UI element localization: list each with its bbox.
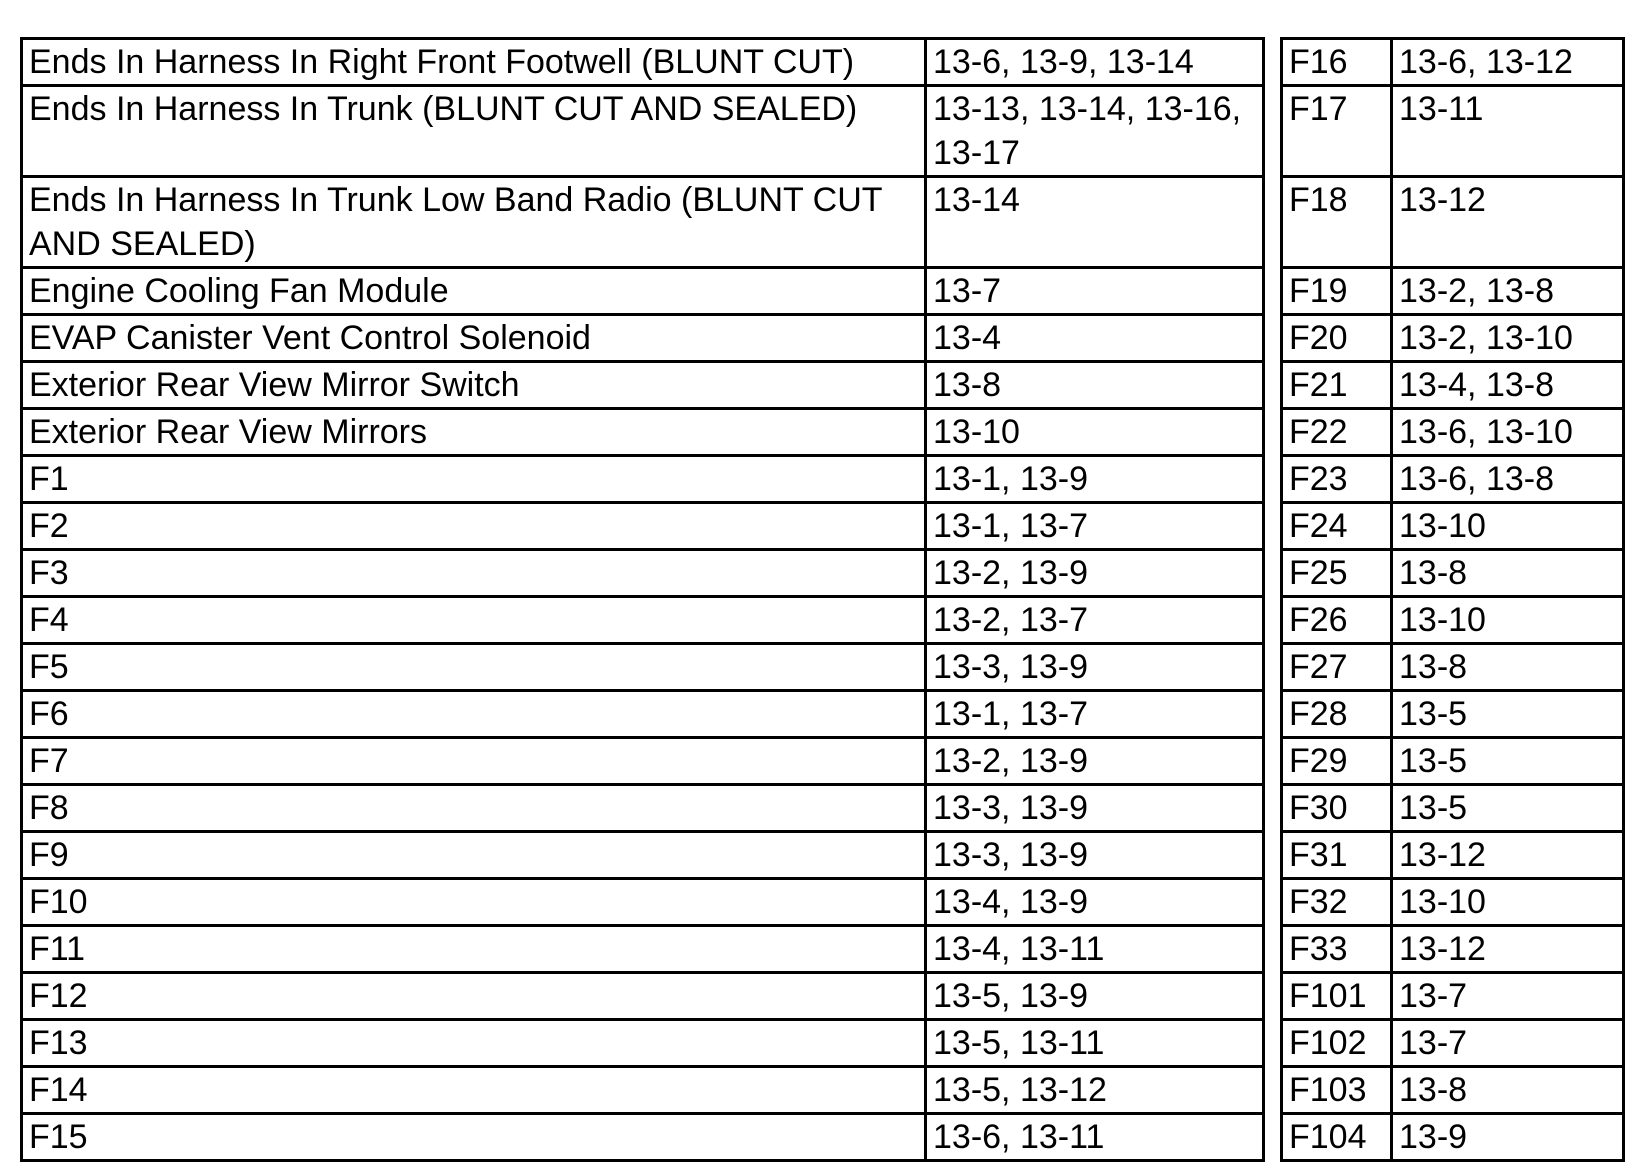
component-name-cell: F32 xyxy=(1282,879,1392,926)
component-name-cell: F18 xyxy=(1282,177,1392,268)
component-index-table-right xyxy=(1280,37,1625,1162)
component-name-cell: F33 xyxy=(1282,926,1392,973)
page-reference-cell: 13-5, 13-12 xyxy=(926,1067,1264,1114)
page-reference-cell: 13-6, 13-11 xyxy=(926,1114,1264,1161)
table-row xyxy=(1282,597,1624,644)
page-reference-cell: 13-14 xyxy=(926,177,1264,268)
page-reference-cell: 13-8 xyxy=(1392,1067,1624,1114)
table-row xyxy=(22,973,1264,1020)
table-row xyxy=(22,177,1264,268)
page-reference-cell: 13-2, 13-9 xyxy=(926,738,1264,785)
table-row xyxy=(1282,644,1624,691)
table-row xyxy=(1282,879,1624,926)
component-name-cell: F29 xyxy=(1282,738,1392,785)
page-reference-cell: 13-9 xyxy=(1392,1114,1624,1161)
component-name-cell: EVAP Canister Vent Control Solenoid xyxy=(22,315,926,362)
table-row xyxy=(1282,409,1624,456)
table-row xyxy=(1282,315,1624,362)
page-reference-cell: 13-7 xyxy=(1392,1020,1624,1067)
page-reference-cell: 13-6, 13-8 xyxy=(1392,456,1624,503)
table-row xyxy=(22,268,1264,315)
component-name-cell: F21 xyxy=(1282,362,1392,409)
table-row xyxy=(1282,738,1624,785)
page-reference-cell: 13-3, 13-9 xyxy=(926,785,1264,832)
table-row xyxy=(22,644,1264,691)
table-row xyxy=(22,832,1264,879)
table-row xyxy=(1282,39,1624,86)
table-row xyxy=(22,785,1264,832)
component-name-cell: F4 xyxy=(22,597,926,644)
page-reference-cell: 13-6, 13-10 xyxy=(1392,409,1624,456)
page-reference-cell: 13-5, 13-11 xyxy=(926,1020,1264,1067)
component-name-cell: F101 xyxy=(1282,973,1392,1020)
table-row xyxy=(1282,456,1624,503)
component-name-cell: F20 xyxy=(1282,315,1392,362)
component-name-cell: F15 xyxy=(22,1114,926,1161)
table-row xyxy=(22,691,1264,738)
component-name-cell: F19 xyxy=(1282,268,1392,315)
table-row xyxy=(1282,1114,1624,1161)
table-row xyxy=(1282,86,1624,177)
page-reference-cell: 13-12 xyxy=(1392,926,1624,973)
component-name-cell: F17 xyxy=(1282,86,1392,177)
page-reference-cell: 13-10 xyxy=(926,409,1264,456)
table-row xyxy=(22,39,1264,86)
page-reference-cell: 13-13, 13-14, 13-16, 13-17 xyxy=(926,86,1264,177)
page-reference-cell: 13-12 xyxy=(1392,177,1624,268)
page-reference-cell: 13-2, 13-8 xyxy=(1392,268,1624,315)
component-name-cell: F12 xyxy=(22,973,926,1020)
table-row xyxy=(22,409,1264,456)
page-reference-cell: 13-5 xyxy=(1392,738,1624,785)
page-reference-cell: 13-12 xyxy=(1392,832,1624,879)
component-name-cell: Ends In Harness In Trunk (BLUNT CUT AND SEALED) xyxy=(22,86,926,177)
table-row xyxy=(1282,177,1624,268)
page-reference-cell: 13-4 xyxy=(926,315,1264,362)
component-name-cell: F13 xyxy=(22,1020,926,1067)
component-name-cell: Ends In Harness In Trunk Low Band Radio (BLUNT CUT AND SEALED) xyxy=(22,177,926,268)
component-name-cell: F5 xyxy=(22,644,926,691)
component-name-cell: F7 xyxy=(22,738,926,785)
page-reference-cell: 13-8 xyxy=(926,362,1264,409)
table-row xyxy=(22,362,1264,409)
table-row xyxy=(1282,1067,1624,1114)
table-row xyxy=(22,1067,1264,1114)
component-name-cell: Ends In Harness In Right Front Footwell (BLUNT CUT) xyxy=(22,39,926,86)
page-reference-cell: 13-2, 13-9 xyxy=(926,550,1264,597)
component-name-cell: F22 xyxy=(1282,409,1392,456)
table-row xyxy=(22,315,1264,362)
table-row xyxy=(1282,550,1624,597)
table-row xyxy=(22,86,1264,177)
page-reference-cell: 13-6, 13-12 xyxy=(1392,39,1624,86)
page-reference-cell: 13-2, 13-10 xyxy=(1392,315,1624,362)
page-reference-cell: 13-5 xyxy=(1392,785,1624,832)
page-reference-cell: 13-1, 13-7 xyxy=(926,503,1264,550)
page-reference-cell: 13-6, 13-9, 13-14 xyxy=(926,39,1264,86)
page-reference-cell: 13-8 xyxy=(1392,550,1624,597)
component-name-cell: F104 xyxy=(1282,1114,1392,1161)
page-reference-cell: 13-5, 13-9 xyxy=(926,973,1264,1020)
table-row xyxy=(22,597,1264,644)
page-reference-cell: 13-4, 13-9 xyxy=(926,879,1264,926)
table-row xyxy=(22,926,1264,973)
table-row xyxy=(1282,691,1624,738)
component-name-cell: F102 xyxy=(1282,1020,1392,1067)
component-name-cell: F2 xyxy=(22,503,926,550)
table-row xyxy=(22,879,1264,926)
component-name-cell: F31 xyxy=(1282,832,1392,879)
page-reference-cell: 13-3, 13-9 xyxy=(926,832,1264,879)
component-name-cell: Exterior Rear View Mirror Switch xyxy=(22,362,926,409)
table-row xyxy=(22,503,1264,550)
component-name-cell: F103 xyxy=(1282,1067,1392,1114)
table-row xyxy=(1282,362,1624,409)
table-row xyxy=(1282,785,1624,832)
component-name-cell: F9 xyxy=(22,832,926,879)
table-row xyxy=(22,550,1264,597)
page-reference-cell: 13-5 xyxy=(1392,691,1624,738)
table-row xyxy=(22,738,1264,785)
page-reference-cell: 13-10 xyxy=(1392,879,1624,926)
table-row xyxy=(1282,1020,1624,1067)
page-reference-cell: 13-7 xyxy=(1392,973,1624,1020)
component-name-cell: F6 xyxy=(22,691,926,738)
table-row xyxy=(22,1114,1264,1161)
component-name-cell: F25 xyxy=(1282,550,1392,597)
table-row xyxy=(22,1020,1264,1067)
page-reference-cell: 13-1, 13-9 xyxy=(926,456,1264,503)
component-name-cell: F11 xyxy=(22,926,926,973)
page-reference-cell: 13-11 xyxy=(1392,86,1624,177)
component-name-cell: F27 xyxy=(1282,644,1392,691)
component-index-table-left xyxy=(20,37,1265,1162)
component-name-cell: F16 xyxy=(1282,39,1392,86)
page-reference-cell: 13-3, 13-9 xyxy=(926,644,1264,691)
page-reference-cell: 13-10 xyxy=(1392,597,1624,644)
page-reference-cell: 13-8 xyxy=(1392,644,1624,691)
table-row xyxy=(1282,973,1624,1020)
component-name-cell: F23 xyxy=(1282,456,1392,503)
component-name-cell: F26 xyxy=(1282,597,1392,644)
component-name-cell: F28 xyxy=(1282,691,1392,738)
component-name-cell: Engine Cooling Fan Module xyxy=(22,268,926,315)
table-row xyxy=(1282,832,1624,879)
page-reference-cell: 13-7 xyxy=(926,268,1264,315)
table-row xyxy=(1282,926,1624,973)
component-name-cell: F14 xyxy=(22,1067,926,1114)
component-name-cell: F8 xyxy=(22,785,926,832)
page-reference-cell: 13-4, 13-11 xyxy=(926,926,1264,973)
page-reference-cell: 13-1, 13-7 xyxy=(926,691,1264,738)
table-row xyxy=(22,456,1264,503)
component-name-cell: F10 xyxy=(22,879,926,926)
page-reference-cell: 13-2, 13-7 xyxy=(926,597,1264,644)
component-name-cell: F24 xyxy=(1282,503,1392,550)
table-row xyxy=(1282,503,1624,550)
component-index-body-left xyxy=(22,39,1264,1161)
component-index-body-right xyxy=(1282,39,1624,1161)
table-row xyxy=(1282,268,1624,315)
page-reference-cell: 13-10 xyxy=(1392,503,1624,550)
component-name-cell: F3 xyxy=(22,550,926,597)
page-reference-cell: 13-4, 13-8 xyxy=(1392,362,1624,409)
component-name-cell: F1 xyxy=(22,456,926,503)
component-name-cell: F30 xyxy=(1282,785,1392,832)
component-name-cell: Exterior Rear View Mirrors xyxy=(22,409,926,456)
